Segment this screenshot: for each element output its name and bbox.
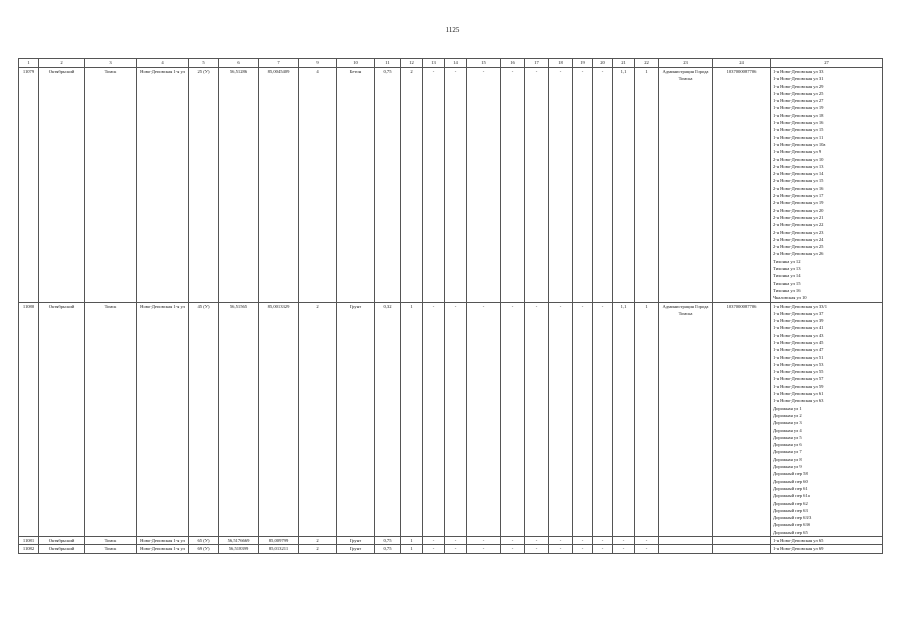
col22-cell: 1 bbox=[635, 68, 659, 303]
surface-cell: Грунт bbox=[337, 302, 375, 537]
area-cell: 0,32 bbox=[375, 302, 401, 537]
surface-cell: Грунт bbox=[337, 537, 375, 545]
column-number: 10 bbox=[337, 59, 375, 68]
street-cell: Ново-Деповская 1-я ул bbox=[137, 545, 189, 553]
col16-cell: - bbox=[501, 537, 525, 545]
owner-cell bbox=[659, 537, 713, 545]
col14-cell: - bbox=[445, 545, 467, 553]
col19-cell: - bbox=[573, 537, 593, 545]
served-address: Тихонка ул 14 bbox=[773, 273, 801, 279]
served-address: Чкаловская ул 10 bbox=[773, 295, 807, 301]
served-address: 2-я Ново-Деповская ул 26 bbox=[773, 251, 824, 257]
col12-cell: 1 bbox=[401, 302, 423, 537]
district-cell: Октябрьский bbox=[39, 537, 85, 545]
longitude-cell: 85,0013329 bbox=[259, 302, 299, 537]
column-number: 4 bbox=[137, 59, 189, 68]
served-address: 2-я Ново-Деповская ул 13 bbox=[773, 163, 824, 169]
served-address: 1-я Ново-Деповская ул 43 bbox=[773, 332, 824, 338]
served-address: 1-я Ново-Деповская ул 53 bbox=[773, 361, 824, 367]
served-address: Дорожная ул 1 bbox=[773, 405, 802, 411]
column-number: 21 bbox=[613, 59, 635, 68]
served-address: Дорожная ул 4 bbox=[773, 427, 802, 433]
served-address: 2-я Ново-Деповская ул 19 bbox=[773, 200, 824, 206]
col14-cell: - bbox=[445, 537, 467, 545]
served-address: 2-я Ново-Деповская ул 21 bbox=[773, 214, 824, 220]
served-address: 2-я Ново-Деповская ул 15 bbox=[773, 178, 824, 184]
served-address: Дорожная ул 9 bbox=[773, 464, 802, 470]
area-cell: 0,75 bbox=[375, 545, 401, 553]
column-number: 15 bbox=[467, 59, 501, 68]
col16-cell: - bbox=[501, 302, 525, 537]
surface-cell: Бетон bbox=[337, 68, 375, 303]
served-address: 2-я Ново-Деповская ул 25 bbox=[773, 244, 824, 250]
latitude-cell: 56,518399 bbox=[219, 545, 259, 553]
column-number: 2 bbox=[39, 59, 85, 68]
col20-cell: - bbox=[593, 545, 613, 553]
column-number: 16 bbox=[501, 59, 525, 68]
col12-cell: 1 bbox=[401, 545, 423, 553]
record-id: 11079 bbox=[19, 68, 39, 303]
served-address: 2-я Ново-Деповская ул 23 bbox=[773, 229, 824, 235]
table-row bbox=[19, 537, 883, 545]
ogrn-cell bbox=[713, 537, 771, 545]
served-address: Тихонка ул 12 bbox=[773, 258, 801, 264]
col15-cell: - bbox=[467, 302, 501, 537]
col20-cell: - bbox=[593, 68, 613, 303]
column-number: 17 bbox=[525, 59, 549, 68]
ogrn-cell: 1037000087706 bbox=[713, 68, 771, 303]
served-address: Дорожный пер 61а bbox=[773, 493, 810, 499]
col12-cell: 2 bbox=[401, 68, 423, 303]
area-cell: 0,75 bbox=[375, 68, 401, 303]
column-number: 1 bbox=[19, 59, 39, 68]
served-address: Тихонка ул 13 bbox=[773, 266, 801, 272]
container-count-cell: 2 bbox=[299, 537, 337, 545]
page-number: 1125 bbox=[445, 26, 460, 34]
served-address: Дорожная ул 8 bbox=[773, 456, 802, 462]
served-address: 1-я Ново-Деповская ул 55 bbox=[773, 369, 824, 375]
served-address: Тихонка ул 15 bbox=[773, 280, 801, 286]
served-address: 1-я Ново-Деповская ул 29 bbox=[773, 83, 824, 89]
column-number: 24 bbox=[713, 59, 771, 68]
col15-cell: - bbox=[467, 537, 501, 545]
col22-cell: - bbox=[635, 537, 659, 545]
served-address: 1-я Ново-Деповская ул 16 bbox=[773, 120, 824, 126]
col14-cell: - bbox=[445, 302, 467, 537]
column-number: 3 bbox=[85, 59, 137, 68]
served-address: 1-я Ново-Деповская ул 27 bbox=[773, 98, 824, 104]
longitude-cell: 85,013211 bbox=[259, 545, 299, 553]
served-address: 1-я Ново-Деповская ул 61 bbox=[773, 391, 824, 397]
owner-cell: Администрация Города Томска bbox=[659, 68, 713, 303]
served-address: 2-я Ново-Деповская ул 16 bbox=[773, 185, 824, 191]
col18-cell: - bbox=[549, 68, 573, 303]
col17-cell: - bbox=[525, 302, 549, 537]
served-address: Дорожная ул 3 bbox=[773, 420, 802, 426]
ogrn-cell: 1037000087706 bbox=[713, 302, 771, 537]
column-number: 22 bbox=[635, 59, 659, 68]
record-id: 11082 bbox=[19, 545, 39, 553]
served-address: 1-я Ново-Деповская ул 63 bbox=[773, 398, 824, 404]
city-cell: Томск bbox=[85, 68, 137, 303]
street-cell: Ново-Деповская 1-я ул bbox=[137, 302, 189, 537]
served-address: Дорожный пер 58 bbox=[773, 471, 808, 477]
served-address: 1-я Ново-Деповская ул 25 bbox=[773, 90, 824, 96]
container-count-cell: 2 bbox=[299, 545, 337, 553]
owner-cell bbox=[659, 545, 713, 553]
district-cell: Октябрьский bbox=[39, 68, 85, 303]
owner-cell: Администрация Города Томска bbox=[659, 302, 713, 537]
house-cell: 69 (У) bbox=[189, 545, 219, 553]
house-cell: 45 (У) bbox=[189, 302, 219, 537]
container-count-cell: 2 bbox=[299, 302, 337, 537]
col17-cell: - bbox=[525, 68, 549, 303]
col13-cell: - bbox=[423, 302, 445, 537]
registry-table bbox=[18, 58, 883, 554]
served-address: 2-я Ново-Деповская ул 14 bbox=[773, 171, 824, 177]
served-address: 2-я Ново-Деповская ул 17 bbox=[773, 193, 824, 199]
col14-cell: - bbox=[445, 68, 467, 303]
table-row bbox=[19, 302, 883, 537]
col19-cell: - bbox=[573, 68, 593, 303]
area-cell: 0,75 bbox=[375, 537, 401, 545]
served-address: Тихонка ул 16 bbox=[773, 287, 801, 293]
col13-cell: - bbox=[423, 68, 445, 303]
column-number: 19 bbox=[573, 59, 593, 68]
table-row bbox=[19, 68, 883, 303]
column-number: 6 bbox=[219, 59, 259, 68]
street-cell: Ново-Деповская 1-я ул bbox=[137, 68, 189, 303]
col20-cell: - bbox=[593, 302, 613, 537]
city-cell: Томск bbox=[85, 545, 137, 553]
house-cell: 25 (У) bbox=[189, 68, 219, 303]
col21-cell: 1,1 bbox=[613, 302, 635, 537]
served-address: 2-я Ново-Деповская ул 24 bbox=[773, 236, 824, 242]
served-address: 2-я Ново-Деповская ул 10 bbox=[773, 156, 824, 162]
served-address: 1-я Ново-Деповская ул 33 bbox=[773, 69, 824, 74]
served-address: 1-я Ново-Деповская ул 19 bbox=[773, 105, 824, 111]
served-address: 1-я Ново-Деповская ул 41 bbox=[773, 325, 824, 331]
served-address: Дорожная ул 2 bbox=[773, 412, 802, 418]
col18-cell: - bbox=[549, 545, 573, 553]
served-address: Дорожная ул 6 bbox=[773, 442, 802, 448]
served-address: 1-я Ново-Деповская ул 10а bbox=[773, 141, 826, 147]
col21-cell: - bbox=[613, 545, 635, 553]
col19-cell: - bbox=[573, 545, 593, 553]
table-row bbox=[19, 545, 883, 553]
served-addresses-cell bbox=[771, 545, 883, 553]
column-number: 14 bbox=[445, 59, 467, 68]
col17-cell: - bbox=[525, 545, 549, 553]
column-number: 9 bbox=[299, 59, 337, 68]
column-number: 13 bbox=[423, 59, 445, 68]
served-address: 1-я Ново-Деповская ул 37 bbox=[773, 310, 824, 316]
served-address: Дорожная ул 7 bbox=[773, 449, 802, 455]
served-address: 1-я Ново-Деповская ул 15 bbox=[773, 127, 824, 133]
column-number: 27 bbox=[771, 59, 883, 68]
served-address: 1-я Ново-Деповская ул 51 bbox=[773, 354, 824, 360]
column-number: 11 bbox=[375, 59, 401, 68]
latitude-cell: 56,5176669 bbox=[219, 537, 259, 545]
column-number: 18 bbox=[549, 59, 573, 68]
col22-cell: - bbox=[635, 545, 659, 553]
col15-cell: - bbox=[467, 68, 501, 303]
served-address: 1-я Ново-Деповская ул 45 bbox=[773, 339, 824, 345]
record-id: 11081 bbox=[19, 537, 39, 545]
served-address: Дорожный пер 62 bbox=[773, 500, 808, 506]
house-cell: 65 (У) bbox=[189, 537, 219, 545]
served-address: Дорожный пер 63 bbox=[773, 507, 808, 513]
city-cell: Томск bbox=[85, 537, 137, 545]
longitude-cell: 85,009799 bbox=[259, 537, 299, 545]
served-address: Дорожный пер 60 bbox=[773, 478, 808, 484]
latitude-cell: 56,51286 bbox=[219, 68, 259, 303]
column-number: 7 bbox=[259, 59, 299, 68]
served-address: 1-я Ново-Деповская ул 18 bbox=[773, 112, 824, 118]
street-cell: Ново-Деповская 1-я ул bbox=[137, 537, 189, 545]
col13-cell: - bbox=[423, 545, 445, 553]
column-number-row bbox=[19, 59, 883, 68]
longitude-cell: 85,0045409 bbox=[259, 68, 299, 303]
served-address: Дорожный пер 63б bbox=[773, 522, 811, 528]
served-address: 2-я Ново-Деповская ул 20 bbox=[773, 207, 824, 213]
served-address: 1-я Ново-Деповская ул 39 bbox=[773, 318, 824, 324]
col15-cell: - bbox=[467, 545, 501, 553]
col18-cell: - bbox=[549, 302, 573, 537]
col22-cell: 1 bbox=[635, 302, 659, 537]
col16-cell: - bbox=[501, 68, 525, 303]
col19-cell: - bbox=[573, 302, 593, 537]
ogrn-cell bbox=[713, 545, 771, 553]
table-body bbox=[19, 59, 883, 554]
col18-cell: - bbox=[549, 537, 573, 545]
district-cell: Октябрьский bbox=[39, 302, 85, 537]
column-number: 20 bbox=[593, 59, 613, 68]
column-number: 5 bbox=[189, 59, 219, 68]
column-number: 12 bbox=[401, 59, 423, 68]
served-address: 1-я Ново-Деповская ул 47 bbox=[773, 347, 824, 353]
served-address: Дорожный пер 61 bbox=[773, 485, 808, 491]
served-addresses-cell bbox=[771, 68, 883, 303]
served-address: 1-я Ново-Деповская ул 69 bbox=[773, 546, 824, 552]
container-count-cell: 4 bbox=[299, 68, 337, 303]
served-address: Дорожный пер 63/3 bbox=[773, 515, 812, 521]
served-address: 1-я Ново-Деповская ул 57 bbox=[773, 376, 824, 382]
served-address: 1-я Ново-Деповская ул 9 bbox=[773, 149, 822, 155]
served-address: 2-я Ново-Деповская ул 22 bbox=[773, 222, 824, 228]
record-id: 11080 bbox=[19, 302, 39, 537]
column-number: 23 bbox=[659, 59, 713, 68]
col12-cell: 1 bbox=[401, 537, 423, 545]
served-address: 1-я Ново-Деповская ул 31 bbox=[773, 76, 824, 82]
served-address: 1-я Ново-Деповская ул 59 bbox=[773, 383, 824, 389]
surface-cell: Грунт bbox=[337, 545, 375, 553]
served-address: 1-я Ново-Деповская ул 33/1 bbox=[773, 303, 827, 309]
col13-cell: - bbox=[423, 537, 445, 545]
city-cell: Томск bbox=[85, 302, 137, 537]
col20-cell: - bbox=[593, 537, 613, 545]
served-address: Дорожный пер 65 bbox=[773, 529, 808, 535]
served-address: 1-я Ново-Деповская ул 11 bbox=[773, 134, 824, 140]
col16-cell: - bbox=[501, 545, 525, 553]
col21-cell: 1,1 bbox=[613, 68, 635, 303]
served-address: Дорожная ул 5 bbox=[773, 434, 802, 440]
district-cell: Октябрьский bbox=[39, 545, 85, 553]
col17-cell: - bbox=[525, 537, 549, 545]
served-addresses-cell bbox=[771, 302, 883, 537]
latitude-cell: 56,51565 bbox=[219, 302, 259, 537]
served-address: 1-я Ново-Деповская ул 65 bbox=[773, 538, 824, 543]
col21-cell: - bbox=[613, 537, 635, 545]
served-addresses-cell bbox=[771, 537, 883, 545]
